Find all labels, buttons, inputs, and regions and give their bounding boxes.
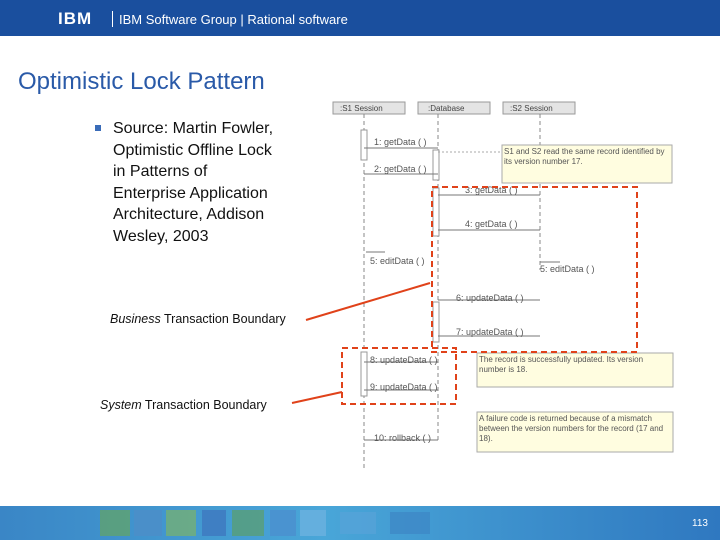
header-group-text: IBM Software Group | Rational software [119,12,348,27]
bullet-line: in Patterns of [113,163,208,181]
lifeline-label: :S2 Session [510,104,553,113]
system-boundary-pointer [292,392,342,403]
note-text: S1 and S2 read the same record identified by its version number 17. [504,147,665,166]
business-transaction-boundary [432,187,637,352]
footer-bar [0,506,720,540]
message-label: 7: updateData ( ) [456,327,524,337]
bullet-line: Wesley, 2003 [113,227,209,245]
bullet-line: Source: Martin Fowler, [113,120,274,137]
page-number: 113 [692,518,708,529]
message-label: 1: getData ( ) [374,137,427,147]
note-text: A failure code is returned because of a mismatch between the version numbers for the record (17 and 18). [479,414,664,443]
business-boundary-pointer [306,283,430,320]
svg-text:IBM: IBM [58,9,93,27]
message-label: 2: getData ( ) [374,164,427,174]
message-label: 4: getData ( ) [465,219,518,229]
system-transaction-boundary [342,348,456,404]
footer-decoration [0,506,720,540]
system-boundary-label: System Transaction Boundary [100,398,267,412]
message-label: 3: getData ( ) [465,185,518,195]
business-boundary-label: Business Transaction Boundary [110,312,286,326]
bullet-line: Optimistic Offline Lock [113,141,272,159]
message-label: 5: editData ( ) [540,264,595,274]
lifeline-label: :S1 Session [340,104,383,113]
message-label: 5: editData ( ) [370,256,425,266]
lifeline-label: :Database [428,104,465,113]
note-text: The record is successfully updated. Its version number is 18. [479,355,644,374]
message-label: 9: updateData ( ) [370,382,438,392]
message-label: 8: updateData ( ) [370,355,438,365]
slide-title: Optimistic Lock Pattern [18,68,265,95]
message-label: 10: rollback ( ) [374,433,432,443]
bullet-line: Architecture, Addison [113,206,265,224]
bullet-line: Enterprise Application [113,184,268,202]
message-label: 6: updateData ( ) [456,293,524,303]
